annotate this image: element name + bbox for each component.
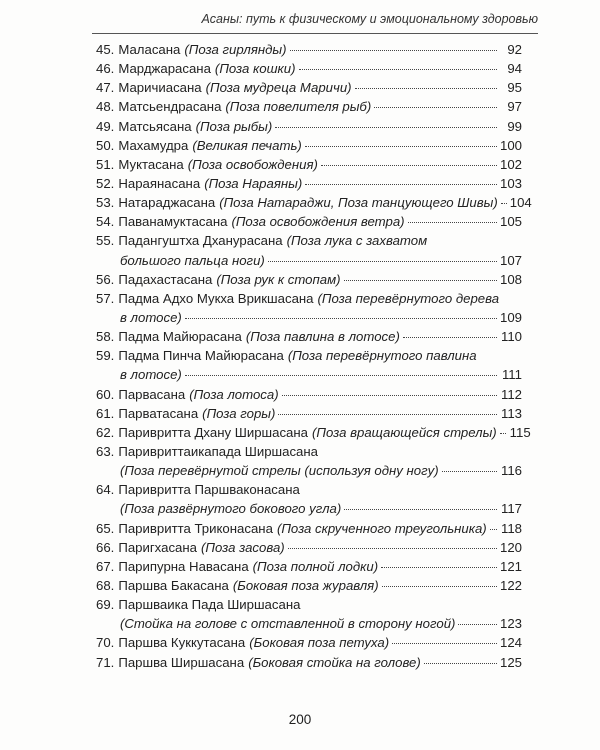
dot-leader	[278, 414, 497, 415]
page-reference: 109	[499, 309, 522, 325]
page-reference: 123	[499, 616, 522, 632]
asana-translation: (Поза рыбы)	[195, 118, 273, 134]
entry-number: 55.	[96, 233, 115, 249]
toc-entry-line	[96, 595, 522, 614]
asana-translation: (Поза мудреца Маричи)	[205, 80, 352, 96]
dot-leader	[355, 88, 497, 89]
dot-leader	[458, 624, 497, 625]
page-reference: 124	[499, 635, 522, 651]
asana-translation-continued: (Поза перевёрнутой стрелы (используя одну ногу)	[120, 463, 439, 479]
toc-entry-line	[96, 653, 522, 672]
toc-entry	[96, 423, 531, 442]
toc-entry-line	[96, 442, 522, 461]
page-reference: 113	[500, 405, 522, 421]
entry-number: 52.	[96, 175, 115, 191]
asana-name: Паршва Куккутасана	[118, 635, 246, 651]
entry-number: 51.	[96, 156, 115, 172]
toc-entry-line	[96, 423, 531, 442]
asana-name: Падма Адхо Мукха Врикшасана	[118, 290, 314, 306]
toc-entry	[96, 346, 522, 384]
asana-name: Падма Пинча Майюрасана	[118, 348, 284, 364]
page-reference: 105	[499, 214, 522, 230]
page-reference: 110	[500, 329, 522, 345]
toc-entry-continuation	[96, 365, 522, 384]
toc-entry	[96, 231, 522, 269]
dot-leader	[299, 69, 498, 70]
toc-entry	[96, 385, 522, 404]
toc-entry	[96, 212, 522, 231]
toc-entry	[96, 136, 522, 155]
page-reference: 118	[500, 520, 522, 536]
page-reference: 108	[499, 271, 522, 287]
asana-translation: (Поза кошки)	[214, 61, 296, 77]
page-reference: 112	[500, 386, 522, 402]
toc-entry-continuation	[96, 614, 522, 633]
entry-number: 56.	[96, 271, 115, 287]
entry-number: 47.	[96, 80, 115, 96]
toc-entry-line	[96, 155, 522, 174]
page-reference: 107	[499, 252, 522, 268]
asana-name: Маричиасана	[118, 80, 202, 96]
asana-translation: (Боковая стойка на голове)	[248, 654, 421, 670]
entry-number: 57.	[96, 290, 115, 306]
toc-entry-line	[96, 78, 522, 97]
dot-leader	[500, 433, 506, 434]
dot-leader	[408, 222, 497, 223]
asana-translation: (Боковая поза журавля)	[232, 577, 379, 593]
asana-name: Паршваика Пада Ширшасана	[118, 597, 301, 613]
dot-leader	[501, 203, 507, 204]
toc-entry	[96, 633, 522, 652]
toc-entry	[96, 97, 522, 116]
toc-entry-line	[96, 97, 522, 116]
toc-entry	[96, 155, 522, 174]
dot-leader	[392, 643, 497, 644]
entry-number: 53.	[96, 195, 115, 211]
toc-entry-line	[96, 404, 522, 423]
toc-entry	[96, 653, 522, 672]
dot-leader	[268, 261, 497, 262]
toc-entry-continuation	[96, 251, 522, 270]
entry-number: 61.	[96, 405, 115, 421]
toc-entry	[96, 576, 522, 595]
asana-translation-continued: в лотосе)	[120, 367, 182, 383]
asana-translation-continued: (Поза развёрнутого бокового угла)	[120, 501, 342, 517]
entry-number: 69.	[96, 597, 115, 613]
toc-entry-continuation	[96, 499, 522, 518]
toc-entry-line	[96, 174, 522, 193]
asana-name: Парипурна Навасана	[118, 558, 249, 574]
header-rule	[92, 33, 538, 34]
asana-translation: (Поза повелителя рыб)	[225, 99, 372, 115]
asana-name: Паривритта Триконасана	[118, 520, 273, 536]
toc-entry-line	[96, 193, 532, 212]
dot-leader	[442, 471, 497, 472]
dot-leader	[321, 165, 497, 166]
asana-translation: (Поза лотоса)	[189, 386, 279, 402]
toc-entry-line	[96, 59, 522, 78]
entry-number: 60.	[96, 386, 115, 402]
asana-name: Муктасана	[118, 156, 184, 172]
toc-entry-line	[96, 117, 522, 136]
asana-translation: (Поза лука с захватом	[286, 233, 428, 249]
toc-entry-line	[96, 480, 522, 499]
toc-entry	[96, 519, 522, 538]
asana-translation: (Поза Нараяны)	[204, 175, 303, 191]
page-reference: 120	[499, 539, 522, 555]
page-reference: 97	[507, 99, 522, 115]
toc-entry	[96, 442, 522, 480]
toc-entry	[96, 327, 522, 346]
asana-name: Марджарасана	[118, 61, 211, 77]
entry-number: 46.	[96, 61, 115, 77]
asana-translation: (Поза скрученного треугольника)	[276, 520, 487, 536]
asana-name: Матсьендрасана	[118, 99, 222, 115]
asana-translation: (Поза полной лодки)	[252, 558, 379, 574]
asana-name: Падахастасана	[118, 271, 213, 287]
entry-number: 62.	[96, 424, 115, 440]
dot-leader	[403, 337, 497, 338]
entry-number: 66.	[96, 539, 115, 555]
asana-name: Парвасана	[118, 386, 186, 402]
page-reference: 92	[507, 42, 522, 57]
asana-name: Паривритта Дхану Ширшасана	[118, 424, 308, 440]
toc-entry-line	[96, 519, 522, 538]
asana-name: Паршва Ширшасана	[118, 654, 245, 670]
asana-translation: (Поза горы)	[202, 405, 276, 421]
asana-translation: (Поза рук к стопам)	[216, 271, 341, 287]
toc-entry-line	[96, 576, 522, 595]
asana-name: Маласана	[118, 42, 181, 57]
entry-number: 58.	[96, 329, 115, 345]
entry-number: 65.	[96, 520, 115, 536]
dot-leader	[290, 50, 497, 51]
entry-number: 49.	[96, 118, 115, 134]
asana-name: Махамудра	[118, 137, 189, 153]
entry-number: 67.	[96, 558, 115, 574]
page-reference: 95	[507, 80, 522, 96]
page-reference: 94	[507, 61, 522, 77]
page-reference: 117	[500, 501, 522, 517]
page-reference: 122	[499, 577, 522, 593]
dot-leader	[374, 107, 497, 108]
asana-translation: (Поза перевёрнутого дерева	[317, 290, 500, 306]
asana-name: Падма Майюрасана	[118, 329, 242, 345]
toc-entry-line	[96, 633, 522, 652]
page-reference: 103	[499, 175, 522, 191]
toc-entry	[96, 480, 522, 518]
entry-number: 63.	[96, 443, 115, 459]
toc-entry-continuation	[96, 461, 522, 480]
asana-translation-continued: большого пальца ноги)	[120, 252, 265, 268]
asana-name: Парватасана	[118, 405, 199, 421]
page-reference: 116	[500, 463, 522, 479]
page-number: 200	[288, 712, 312, 727]
asana-translation-continued: (Стойка на голове с отставленной в сторону ногой)	[120, 616, 456, 632]
asana-translation: (Поза павлина в лотосе)	[245, 329, 400, 345]
asana-translation: (Поза вращающейся стрелы)	[312, 424, 497, 440]
toc-entry	[96, 174, 522, 193]
toc-entry	[96, 404, 522, 423]
entry-number: 59.	[96, 348, 115, 364]
asana-name: Натараджасана	[118, 195, 216, 211]
asana-translation: (Великая печать)	[192, 137, 302, 153]
toc-entry	[96, 40, 522, 59]
dot-leader	[305, 146, 497, 147]
page-reference: 111	[501, 367, 522, 383]
asana-translation: (Поза гирлянды)	[184, 42, 287, 57]
toc-entry-line	[96, 136, 522, 155]
asana-name: Падангуштха Дханурасана	[118, 233, 283, 249]
dot-leader	[305, 184, 497, 185]
asana-name: Матсьясана	[118, 118, 192, 134]
toc-entry-continuation	[96, 308, 522, 327]
entry-number: 70.	[96, 635, 115, 651]
table-of-contents	[96, 40, 532, 672]
page-reference: 115	[509, 424, 531, 440]
asana-translation: (Боковая поза петуха)	[249, 635, 390, 651]
toc-entry	[96, 193, 532, 212]
asana-translation: (Поза освобождения)	[187, 156, 318, 172]
dot-leader	[344, 280, 497, 281]
page-reference: 121	[499, 558, 522, 574]
asana-translation: (Поза Натараджи, Поза танцующего Шивы)	[219, 195, 498, 211]
toc-entry-line	[96, 538, 522, 557]
dot-leader	[424, 663, 497, 664]
toc-entry-line	[96, 385, 522, 404]
toc-entry	[96, 557, 522, 576]
dot-leader	[282, 395, 497, 396]
toc-entry-line	[96, 346, 522, 365]
asana-name: Паршва Бакасана	[118, 577, 229, 593]
asana-name: Паванамуктасана	[118, 214, 228, 230]
entry-number: 68.	[96, 577, 115, 593]
asana-translation-continued: в лотосе)	[120, 309, 182, 325]
dot-leader	[185, 318, 497, 319]
asana-translation: (Поза освобождения ветра)	[231, 214, 405, 230]
toc-entry	[96, 78, 522, 97]
toc-entry-line	[96, 327, 522, 346]
toc-entry-line	[96, 557, 522, 576]
dot-leader	[344, 509, 497, 510]
toc-entry-line	[96, 40, 522, 59]
page-reference: 125	[499, 654, 522, 670]
entry-number: 71.	[96, 654, 115, 670]
asana-name: Нараянасана	[118, 175, 201, 191]
toc-entry	[96, 117, 522, 136]
entry-number: 50.	[96, 137, 115, 153]
page-reference: 100	[499, 137, 522, 153]
toc-entry	[96, 595, 522, 633]
toc-entry	[96, 270, 522, 289]
toc-entry-line	[96, 231, 522, 250]
toc-entry-line	[96, 289, 522, 308]
asana-name: Паривриттаикапада Ширшасана	[118, 443, 319, 459]
page-reference: 102	[499, 156, 522, 172]
dot-leader	[288, 548, 497, 549]
dot-leader	[275, 127, 497, 128]
dot-leader	[382, 586, 497, 587]
page-reference: 104	[509, 195, 532, 211]
entry-number: 64.	[96, 482, 115, 498]
dot-leader	[490, 529, 497, 530]
dot-leader	[381, 567, 497, 568]
running-header: Асаны: путь к физическому и эмоциональному здоровью	[201, 12, 538, 26]
toc-entry	[96, 289, 522, 327]
asana-name: Паригхасана	[118, 539, 197, 555]
toc-entry-line	[96, 212, 522, 231]
entry-number: 54.	[96, 214, 115, 230]
asana-name: Паривритта Паршваконасана	[118, 482, 300, 498]
asana-translation: (Поза перевёрнутого павлина	[287, 348, 477, 364]
toc-entry	[96, 538, 522, 557]
toc-entry	[96, 59, 522, 78]
entry-number: 48.	[96, 99, 115, 115]
asana-translation: (Поза засова)	[201, 539, 285, 555]
toc-entry-line	[96, 270, 522, 289]
entry-number: 45.	[96, 42, 115, 57]
dot-leader	[185, 375, 497, 376]
page-reference: 99	[507, 118, 522, 134]
